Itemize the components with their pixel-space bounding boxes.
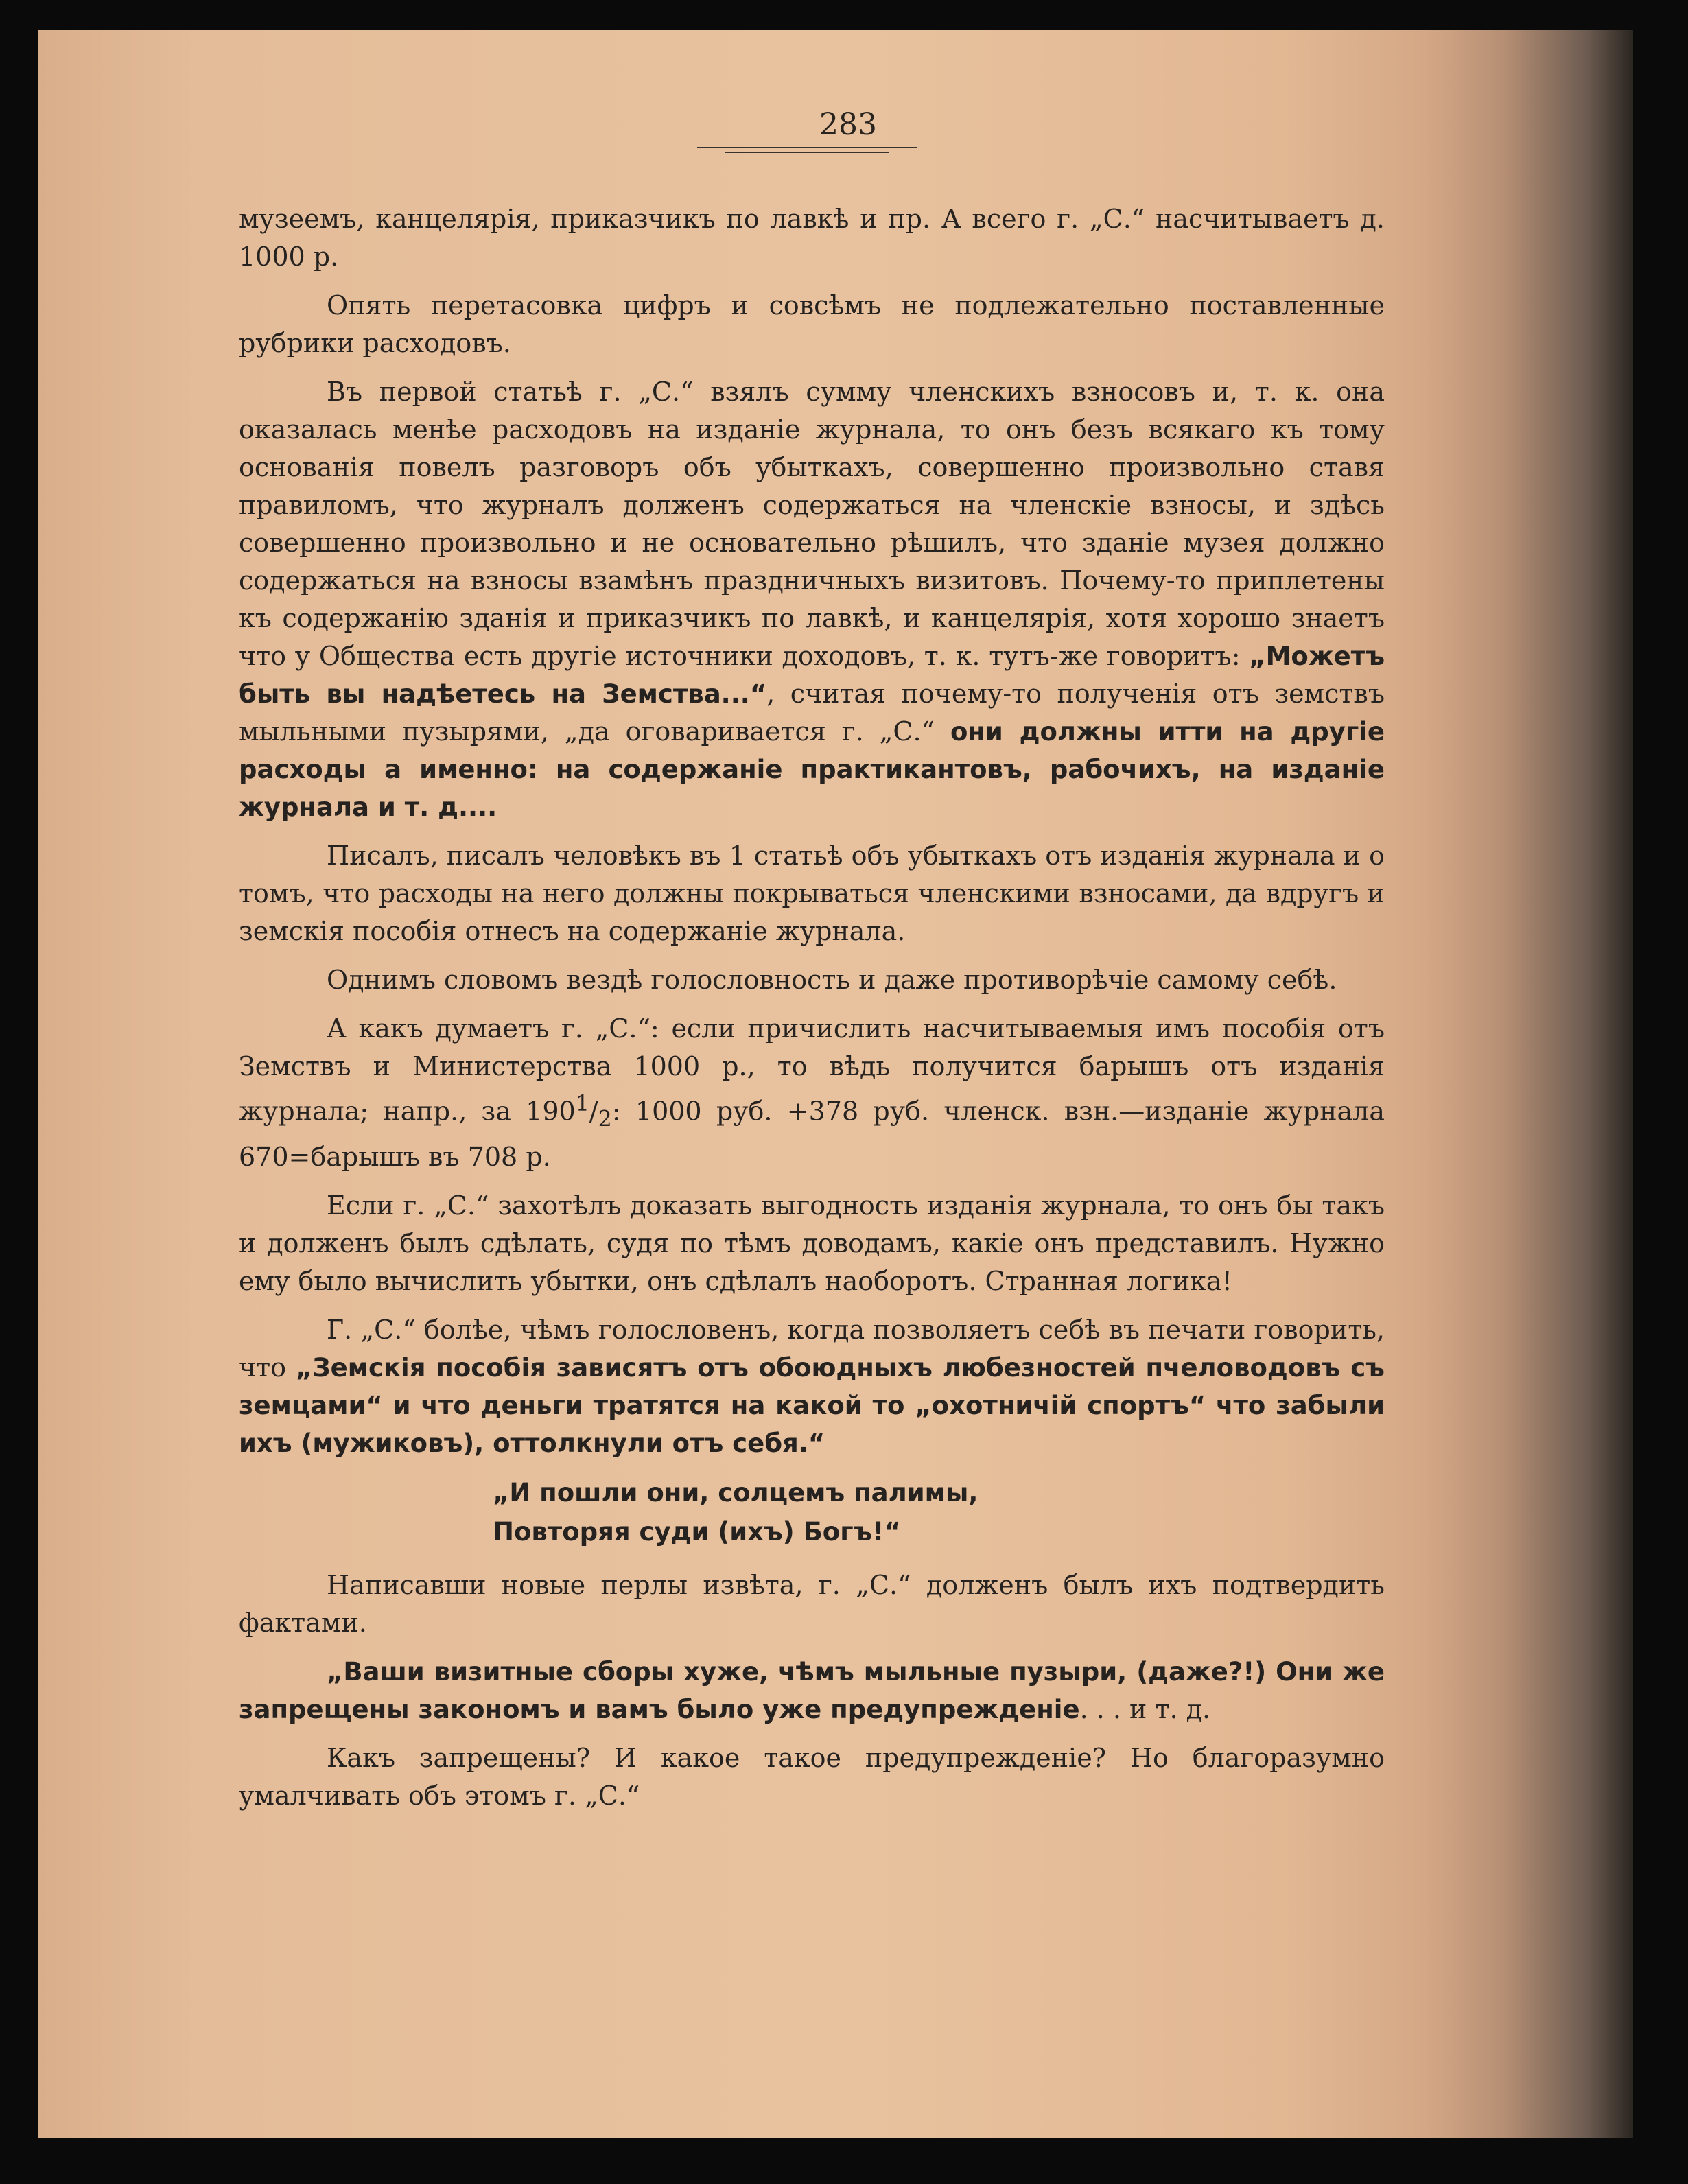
paragraph-3 <box>239 373 1385 826</box>
body-text <box>239 200 1385 1826</box>
paragraph-8 <box>239 1311 1385 1462</box>
paragraph-8-text: Г. „С.“ болѣе, чѣмъ голословенъ, когда позволяетъ себѣ въ печати говорить, что <box>239 1315 1385 1383</box>
paragraph-11: Какъ запрещены? И какое такое предупрежденіе? Но благоразумно умалчивать объ этомъ г. „С.“ <box>239 1743 1385 1811</box>
poem-line-2: Повторяя суди (ихъ) Богъ!“ <box>493 1517 901 1547</box>
paragraph-3-quote: „Можетъ быть вы надѣетесь на Земства...“ <box>239 642 1385 709</box>
paragraph-1: музеемъ, канцелярія, приказчикъ по лавкѣ и пр. А всего г. „С.“ насчитываетъ д. 1000 р. <box>239 204 1385 272</box>
paragraph-10-quote: „Ваши визитные сборы хуже, чѣмъ мыльные пузыри, (даже?!) Они же запрещены закономъ и вамъ было уже предупрежденіе <box>239 1657 1385 1725</box>
fraction-denominator: 2 <box>598 1107 612 1132</box>
paragraph-2: Опять перетасовка цифръ и совсѣмъ не подлежательно поставленные рубрики расходовъ. <box>239 290 1385 358</box>
paragraph-6-text-2: : 1000 руб. +378 руб. членск. взн.—изданіе журнала 670=барышъ въ 708 р. <box>239 1096 1385 1173</box>
paragraph-10-text: . . . и т. д. <box>1079 1694 1211 1725</box>
header-rule <box>697 147 917 148</box>
paragraph-5: Однимъ словомъ вездѣ голословность и даже противорѣчіе самому себѣ. <box>327 965 1337 995</box>
header-rule-thin <box>725 152 889 153</box>
paragraph-3-text-2: , считая почему-то полученія отъ земствъ мыльными пузырями, „да оговаривается г. „С.“ <box>239 679 1385 747</box>
poem-quote <box>239 1473 1385 1551</box>
paragraph-7: Если г. „С.“ захотѣлъ доказать выгодность изданія журнала, то онъ бы такъ и долженъ былъ сдѣлать, судя по тѣмъ доводамъ, какіе онъ представилъ. Нужно ему было вычислить убытки, онъ сдѣлалъ наоборотъ. Странная логика! <box>239 1190 1385 1297</box>
poem-line-1: „И пошли они, солцемъ палимы, <box>493 1478 978 1508</box>
page-number: 283 <box>819 107 877 142</box>
paragraph-10 <box>239 1653 1385 1728</box>
paragraph-3-quote-2: они должны итти на другіе расходы а именно: на содержаніе практикантовъ, рабочихъ, на изданіе журнала и т. д.... <box>239 717 1385 822</box>
paragraph-8-quote: „Земскія пособія зависятъ отъ обоюдныхъ любезностей пчеловодовъ съ земцами“ и что деньги тратятся на какой то „охотничій спортъ“ что забыли ихъ (мужиковъ), оттолкнули отъ себя.“ <box>239 1353 1385 1459</box>
paragraph-9: Написавши новые перлы извѣта, г. „С.“ долженъ былъ ихъ подтвердить фактами. <box>239 1570 1385 1639</box>
fraction-numerator: 1 <box>575 1092 589 1116</box>
paragraph-6: А какъ думаетъ г. „С.“: если причислить насчитываемыя имъ пособія отъ Земствъ и Министерства 1000 р., то вѣдь получится барышъ отъ изданія журнала; напр., за $190^1/_2$: 1000 руб. +378 руб. членск. взн.—изданіе журнала 670=барышъ въ 708 р. <box>239 1013 1385 1173</box>
paragraph-4: Писалъ, писалъ человѣкъ въ 1 статьѣ объ убыткахъ отъ изданія журнала и о томъ, что расходы на него должны покрываться членскими взносами, да вдругъ и земскія пособія отнесъ на содержаніе журнала. <box>239 841 1385 946</box>
paragraph-6-text: А какъ думаетъ г. „С.“: если причислить насчитываемыя имъ пособія отъ Земствъ и Министерства 1000 р., то вѣдь получится барышъ отъ изданія журнала; напр., за 190 <box>239 1013 1385 1127</box>
book-page <box>38 30 1633 2138</box>
paragraph-3-text: Въ первой статьѣ г. „С.“ взялъ сумму членскихъ взносовъ и, т. к. она оказалась менѣе расходовъ на изданіе журнала, то онъ безъ всякаго къ тому основанія повелъ разговоръ объ убыткахъ, совершенно произвольно ставя правиломъ, что журналъ долженъ содержаться на членскіе взносы, и здѣсь совершенно произвольно и не основательно рѣшилъ, что зданіе музея должно содержаться на взносы взамѣнъ праздничныхъ визитовъ. Почему-то приплетены къ содержанію зданія и приказчикъ по лавкѣ, и канцелярія, хотя хорошо знаетъ что у Общества есть другіе источники доходовъ, т. к. тутъ-же говоритъ: <box>239 377 1385 671</box>
